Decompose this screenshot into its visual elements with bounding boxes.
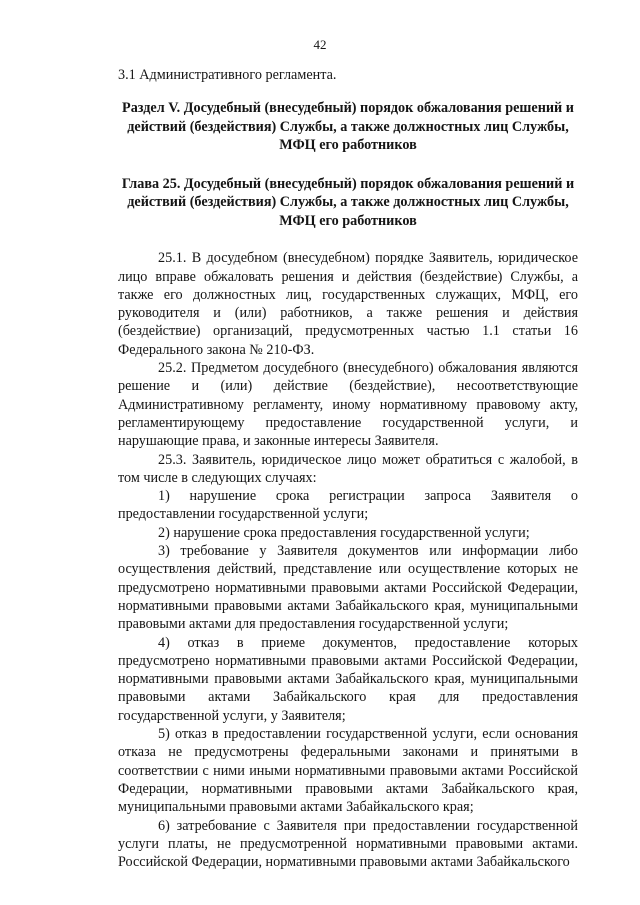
paragraph-25-2: 25.2. Предметом досудебного (внесудебного) обжалования являются решение и (или) действие (бездействие), несоответствующие Административному регламенту, иному нормативному правовому акту, регламентирующему предоставление государственной услуги, и нарушающие права, и законные интересы Заявителя.: [118, 360, 578, 450]
paragraph-25-1: 25.1. В досудебном (внесудебном) порядке Заявитель, юридическое лицо вправе обжаловать решения и действия (бездействие) Службы, а также его должностных лиц, государственных служащих, МФЦ, его руководителя и (или) работников, а также решения и действия (бездействие) организаций, предусмотренных частью 1.1 статьи 16 Федерального закона № 210-ФЗ.: [118, 250, 578, 358]
paragraph-25-3: 25.3. Заявитель, юридическое лицо может обратиться с жалобой, в том числе в следующих случаях:: [118, 451, 578, 486]
list-item-2: 2) нарушение срока предоставления государственной услуги;: [158, 524, 530, 541]
chapter-heading: Глава 25. Досудебный (внесудебный) порядок обжалования решений и действий (бездействия) Службы, а также должностных лиц Службы, МФЦ его работников: [121, 175, 575, 229]
list-item-5: 5) отказ в предоставлении государственной услуги, если основания отказа не предусмотрены федеральными законами и принятыми в соответствии с ними иными нормативными правовыми актами Российской Федерации, нормативными правовыми актами Забайкальского края, муниципальными правовыми актами Забайкальского края;: [118, 726, 578, 816]
list-item-6: 6) затребование с Заявителя при предоставлении государственной услуги платы, не предусмотренной нормативными правовыми актами. Российской Федерации, нормативными правовыми актами Забайкальского: [118, 817, 578, 871]
intro-line: 3.1 Административного регламента.: [118, 67, 337, 83]
list-item-3: 3) требование у Заявителя документов или информации либо осуществления действий, представление или осуществление которых не предусмотрено нормативными правовыми актами Российской Федерации, нормативными правовыми актами Забайкальского края, муниципальными правовыми актами для предоставления государственной услуги;: [118, 543, 578, 633]
list-item-4: 4) отказ в приеме документов, предоставление которых предусмотрено нормативными правовыми актами Российской Федерации, нормативными правовыми актами Забайкальского края, муниципальными правовыми актами Забайкальского края для предоставления государственной услуги, у Заявителя;: [118, 634, 578, 724]
section-heading: Раздел V. Досудебный (внесудебный) порядок обжалования решений и действий (бездействия) Службы, а также должностных лиц Службы, МФЦ его работников: [122, 100, 574, 154]
page-number: 42: [313, 37, 327, 52]
list-item-1: 1) нарушение срока регистрации запроса Заявителя о предоставлении государственной услуги;: [118, 488, 578, 523]
document-body: [118, 66, 578, 871]
